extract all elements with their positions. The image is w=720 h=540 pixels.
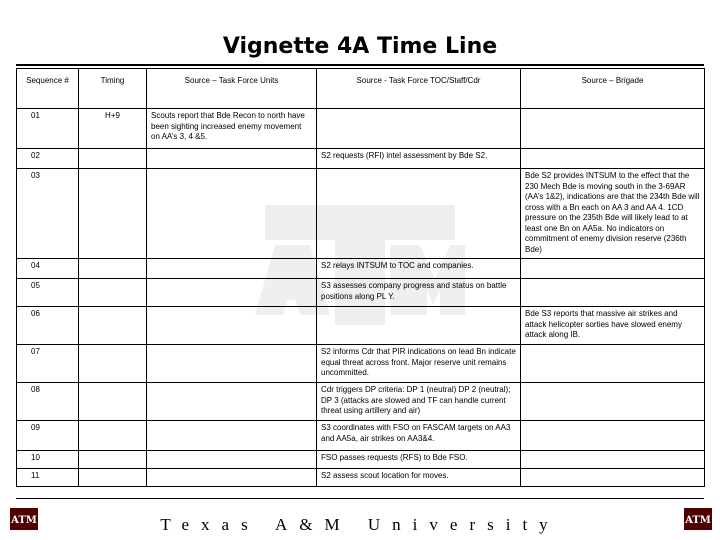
timing-cell — [79, 149, 147, 169]
brigade-cell — [521, 421, 705, 451]
sequence-cell: 02 — [17, 149, 79, 169]
atm-logo-icon — [684, 508, 712, 530]
timing-cell — [79, 421, 147, 451]
table-row — [17, 279, 705, 307]
task-force-units-cell: Scouts report that Bde Recon to north have been sighting increased enemy movement on AA’s 3, 4 &5. — [147, 109, 317, 149]
svg-text:ATM: ATM — [11, 515, 37, 526]
sequence-cell: 09 — [17, 421, 79, 451]
sequence-cell: 03 — [17, 169, 79, 259]
timing-cell — [79, 169, 147, 259]
table-row — [17, 469, 705, 487]
task-force-toc-cell: Cdr triggers DP criteria: DP 1 (neutral) DP 2 (neutral); DP 3 (attacks are slowed and TF can handle current threat using artillery and air) — [317, 383, 521, 421]
atm-logo-icon — [10, 508, 38, 530]
brigade-cell — [521, 149, 705, 169]
table-row — [17, 109, 705, 149]
sequence-cell: 08 — [17, 383, 79, 421]
brigade-cell — [521, 469, 705, 487]
column-header-timing: Timing — [79, 69, 147, 109]
task-force-units-cell — [147, 169, 317, 259]
timeline-table — [16, 68, 705, 487]
task-force-toc-cell — [317, 109, 521, 149]
brigade-cell — [521, 279, 705, 307]
sequence-cell: 11 — [17, 469, 79, 487]
task-force-units-cell — [147, 279, 317, 307]
brigade-cell — [521, 451, 705, 469]
brigade-cell — [521, 259, 705, 279]
timing-cell — [79, 469, 147, 487]
task-force-units-cell — [147, 345, 317, 383]
column-header-sequence: Sequence # — [17, 69, 79, 109]
task-force-toc-cell — [317, 307, 521, 345]
task-force-toc-cell — [317, 169, 521, 259]
table-row — [17, 383, 705, 421]
column-header-task-force-units: Source – Task Force Units — [147, 69, 317, 109]
task-force-units-cell — [147, 259, 317, 279]
table-row — [17, 451, 705, 469]
column-header-brigade: Source – Brigade — [521, 69, 705, 109]
task-force-toc-cell: S2 informs Cdr that PIR indications on lead Bn indicate equal threat across front. Major reserve unit remains uncommitted. — [317, 345, 521, 383]
task-force-toc-cell: S3 coordinates with FSO on FASCAM targets on AA3 and AA5a, air strikes on AA3&4. — [317, 421, 521, 451]
sequence-cell: 06 — [17, 307, 79, 345]
timing-cell — [79, 383, 147, 421]
task-force-toc-cell: S2 assess scout location for moves. — [317, 469, 521, 487]
column-header-task-force-toc: Source - Task Force TOC/Staff/Cdr — [317, 69, 521, 109]
task-force-units-cell — [147, 469, 317, 487]
timing-cell — [79, 345, 147, 383]
sequence-cell: 10 — [17, 451, 79, 469]
task-force-units-cell — [147, 451, 317, 469]
task-force-units-cell — [147, 421, 317, 451]
footer-divider — [16, 498, 704, 499]
table-header-row — [17, 69, 705, 109]
timing-cell — [79, 307, 147, 345]
task-force-toc-cell: S2 relays INTSUM to TOC and companies. — [317, 259, 521, 279]
sequence-cell: 01 — [17, 109, 79, 149]
task-force-units-cell — [147, 149, 317, 169]
task-force-toc-cell: S2 requests (RFI) intel assessment by Bde S2. — [317, 149, 521, 169]
table-row — [17, 149, 705, 169]
title-underline — [16, 64, 704, 66]
timing-cell — [79, 259, 147, 279]
svg-text:ATM: ATM — [685, 515, 711, 526]
task-force-toc-cell: S3 assesses company progress and status on battle positions along PL Y. — [317, 279, 521, 307]
sequence-cell: 07 — [17, 345, 79, 383]
task-force-units-cell — [147, 383, 317, 421]
table-row — [17, 169, 705, 259]
brigade-cell — [521, 109, 705, 149]
footer-university-name: Texas A&M University — [160, 515, 560, 534]
brigade-cell — [521, 383, 705, 421]
table-row — [17, 421, 705, 451]
table-row — [17, 307, 705, 345]
timing-cell — [79, 451, 147, 469]
task-force-toc-cell: FSO passes requests (RFS) to Bde FSO. — [317, 451, 521, 469]
brigade-cell: Bde S3 reports that massive air strikes and attack helicopter sorties have slowed enemy attack along IB. — [521, 307, 705, 345]
sequence-cell: 04 — [17, 259, 79, 279]
table-row — [17, 345, 705, 383]
brigade-cell: Bde S2 provides INTSUM to the effect that the 230 Mech Bde is moving south in the 3-69AR (AA’s 1&2), indications are that the 234th Bde will cross with a Bn each on AA 3 and AA 4. 1CD pressure on the 235th Bde will likely lead to at least one Bn on AA5a. No indicators on commitment of enemy division reserve (236th Bde) — [521, 169, 705, 259]
task-force-units-cell — [147, 307, 317, 345]
page-title: Vignette 4A Time Line — [222, 34, 498, 59]
sequence-cell: 05 — [17, 279, 79, 307]
timing-cell: H+9 — [79, 109, 147, 149]
timing-cell — [79, 279, 147, 307]
table-row — [17, 259, 705, 279]
brigade-cell — [521, 345, 705, 383]
